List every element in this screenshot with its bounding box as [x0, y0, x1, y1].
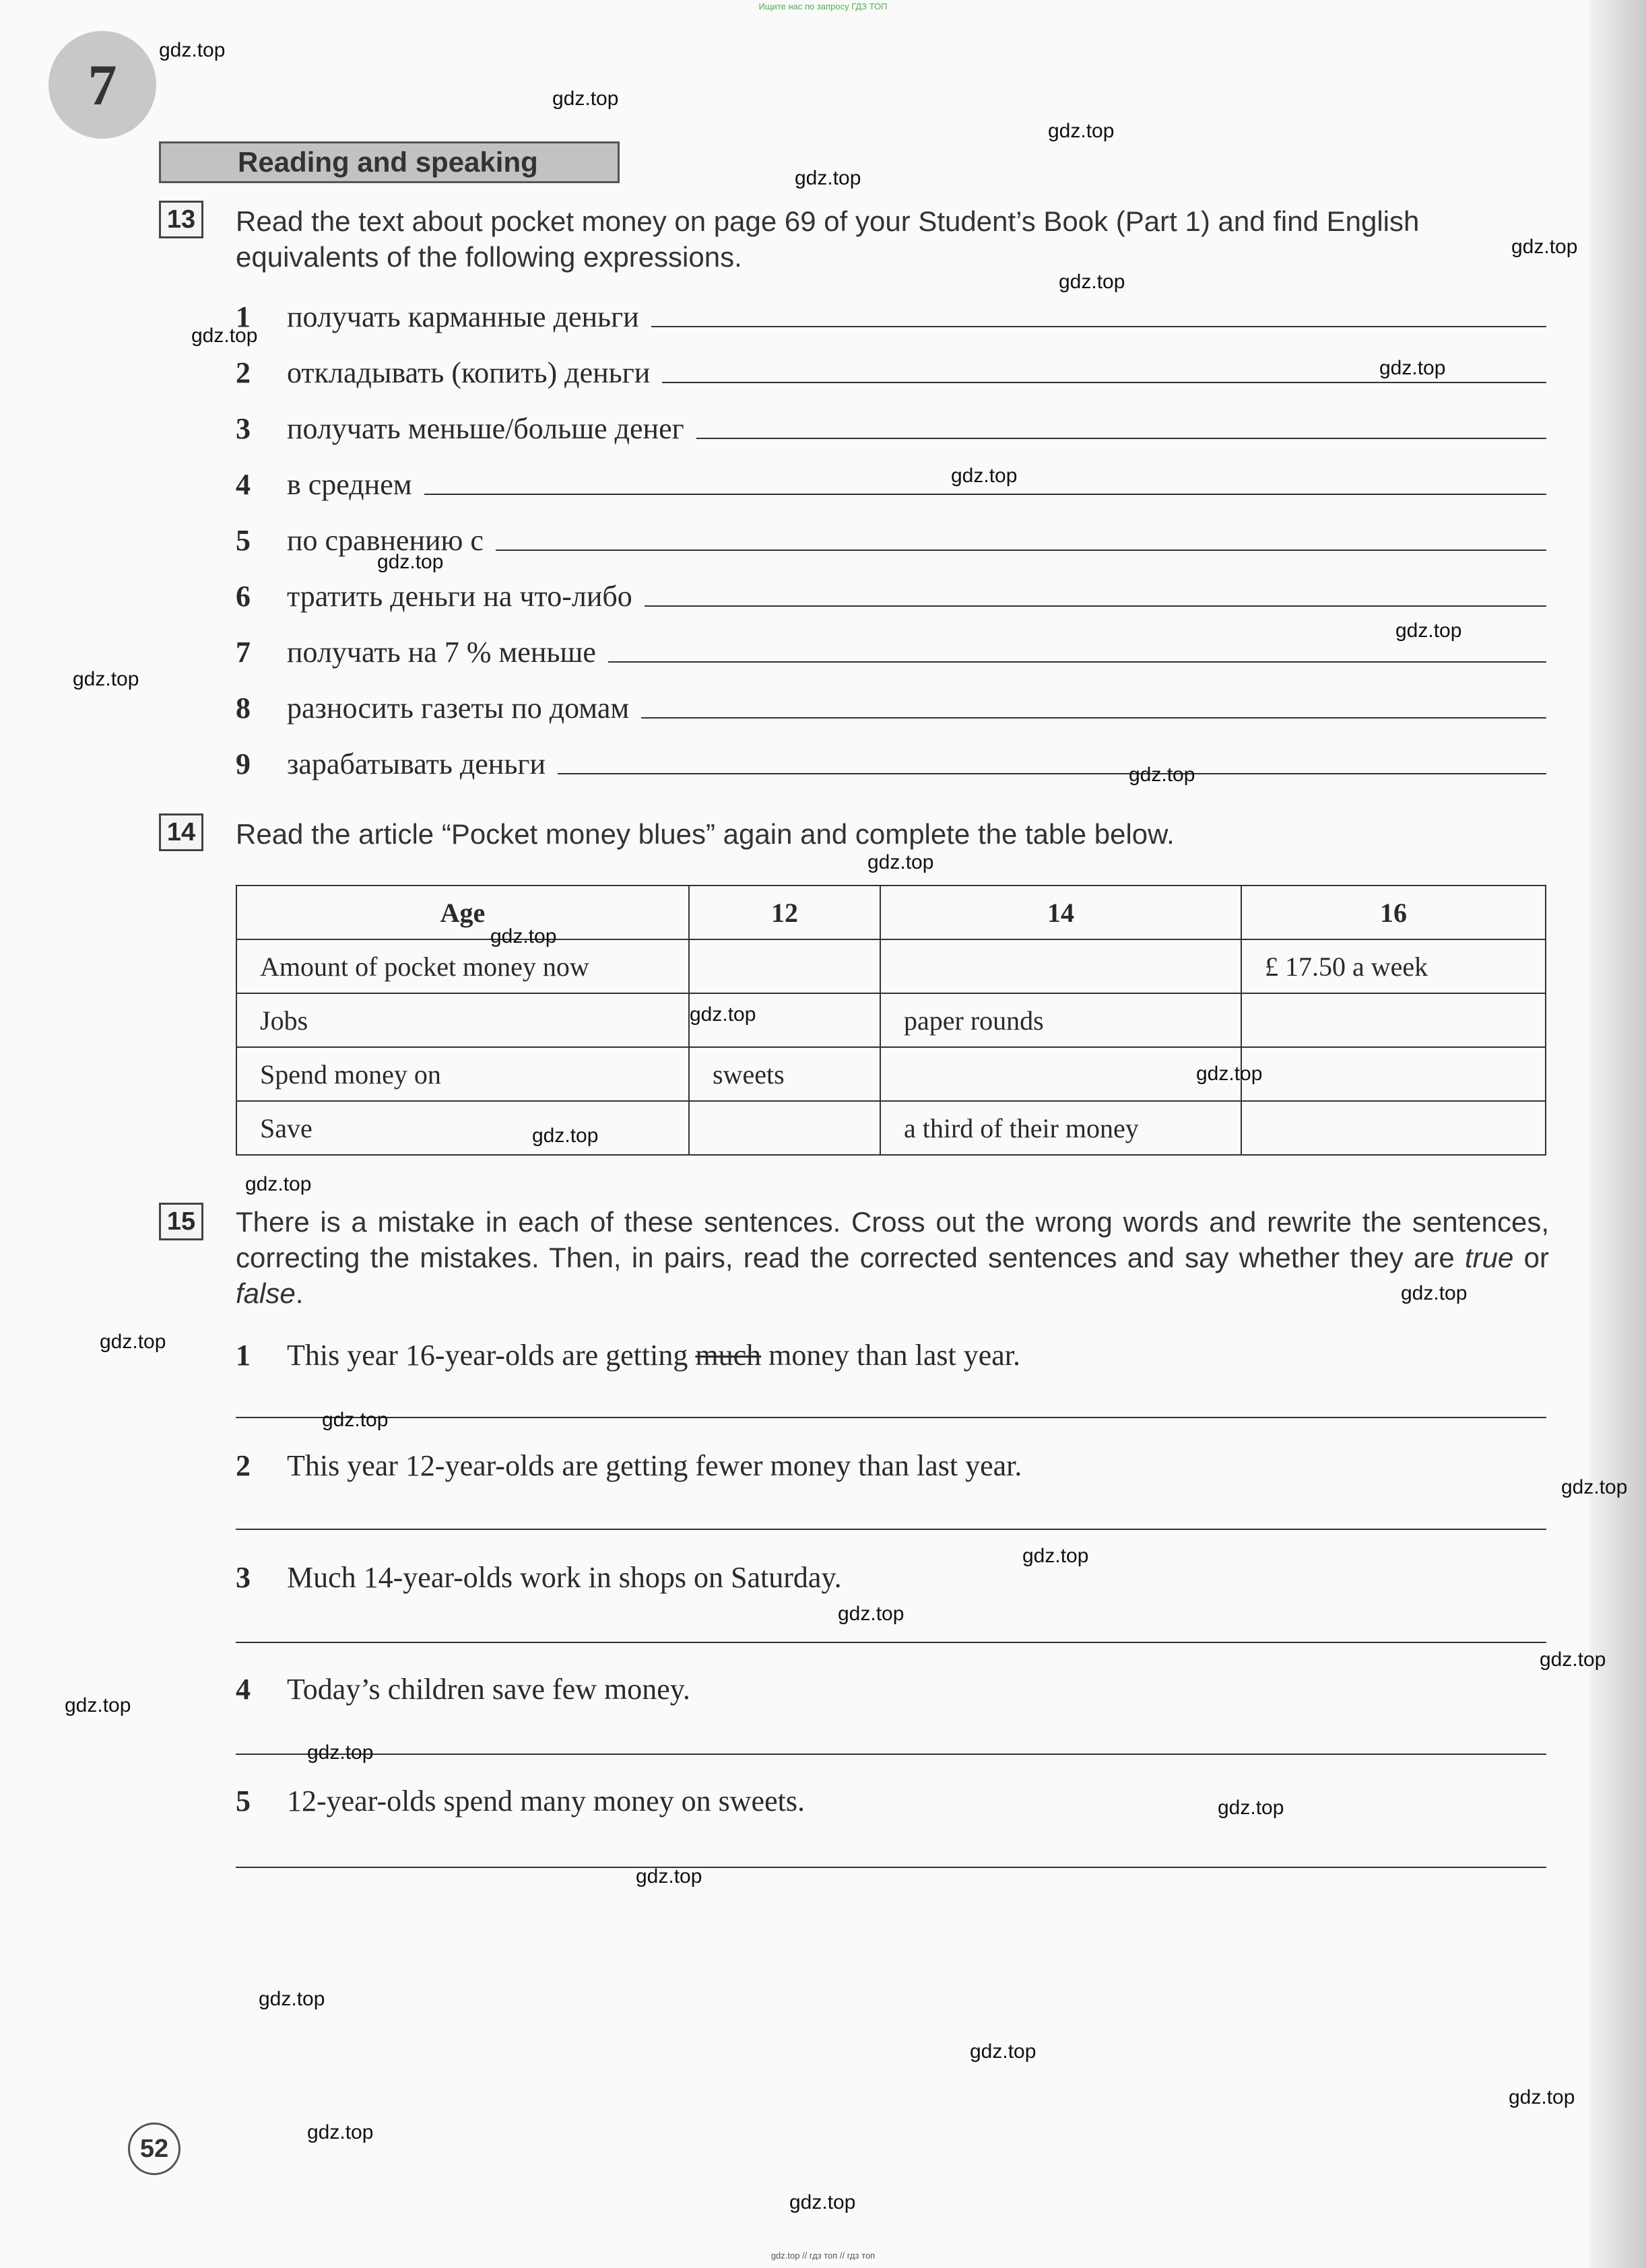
table-cell[interactable]: a third of their money — [880, 1101, 1241, 1155]
exercise-15-instruction — [236, 1204, 1549, 1311]
page-edge-shadow — [1589, 0, 1646, 2268]
answer-line[interactable] — [236, 1867, 1546, 1868]
answer-line[interactable] — [651, 326, 1546, 327]
table-cell[interactable] — [689, 939, 880, 993]
item-number: 5 — [236, 524, 251, 557]
table-row — [236, 939, 1546, 993]
page-number: 52 — [128, 2123, 180, 2175]
watermark: gdz.top — [259, 1988, 325, 2010]
table-cell[interactable] — [880, 939, 1241, 993]
list-item — [236, 343, 1546, 390]
item-text: в среднем — [287, 468, 412, 501]
sentence-part: This year 16-year-olds are getting — [287, 1339, 696, 1372]
sentence-number: 5 — [236, 1785, 251, 1817]
answer-line[interactable] — [424, 494, 1546, 495]
row-label: Spend money on — [236, 1047, 689, 1101]
table-row — [236, 1047, 1546, 1101]
watermark: gdz.top — [100, 1331, 166, 1353]
item-text: откладывать (копить) деньги — [287, 356, 651, 389]
watermark: gdz.top — [1540, 1648, 1606, 1671]
watermark: gdz.top — [1048, 120, 1115, 142]
watermark: gdz.top — [1509, 2086, 1575, 2108]
instruction-false: false — [236, 1277, 296, 1309]
answer-line[interactable] — [236, 1754, 1546, 1755]
answer-line[interactable] — [236, 1417, 1546, 1418]
item-text: тратить деньги на что-либо — [287, 580, 632, 613]
sentence-4 — [236, 1666, 1546, 1706]
item-text: получать карманные деньги — [287, 300, 639, 333]
bottom-banner: gdz.top // гдз топ // гдз топ — [770, 2250, 876, 2261]
watermark: gdz.top — [1379, 357, 1446, 379]
watermark: gdz.top — [191, 325, 258, 347]
watermark: gdz.top — [1395, 620, 1462, 642]
sentence-5 — [236, 1778, 1546, 1818]
table-row — [236, 1101, 1546, 1155]
list-item — [236, 734, 1546, 781]
item-text: зарабатывать деньги — [287, 747, 546, 780]
item-number: 6 — [236, 580, 251, 613]
sentence-number: 1 — [236, 1339, 251, 1372]
list-item — [236, 455, 1546, 502]
watermark: gdz.top — [1022, 1545, 1089, 1567]
watermark: gdz.top — [970, 2040, 1036, 2063]
watermark: gdz.top — [73, 668, 139, 690]
answer-line[interactable] — [608, 661, 1546, 663]
watermark: gdz.top — [838, 1603, 904, 1625]
crossed-out-word: much — [695, 1339, 762, 1372]
list-item — [236, 622, 1546, 669]
watermark: gdz.top — [789, 2191, 856, 2213]
column-header: 16 — [1241, 886, 1546, 939]
instruction-or: or — [1513, 1242, 1549, 1273]
watermark: gdz.top — [795, 167, 861, 189]
exercise-14-instruction: Read the article “Pocket money blues” again and complete the table below. — [236, 818, 1175, 850]
sentence-number: 2 — [236, 1449, 251, 1482]
exercise-13-number: 13 — [159, 201, 203, 238]
answer-line[interactable] — [641, 717, 1546, 719]
sentence-2 — [236, 1442, 1546, 1483]
watermark: gdz.top — [1059, 271, 1125, 293]
item-number: 8 — [236, 692, 251, 725]
pocket-money-table — [236, 885, 1546, 1156]
watermark: gdz.top — [532, 1125, 599, 1147]
exercise-15-number: 15 — [159, 1203, 203, 1240]
watermark: gdz.top — [490, 925, 557, 947]
item-number: 3 — [236, 412, 251, 445]
table-cell[interactable] — [1241, 1047, 1546, 1101]
sentence-text — [287, 1338, 1020, 1372]
sentence-part: money than last year. — [761, 1339, 1021, 1372]
table-cell[interactable]: £ 17.50 a week — [1241, 939, 1546, 993]
sentence-text: Today’s children save few money. — [287, 1673, 690, 1706]
row-label: Jobs — [236, 993, 689, 1047]
table-cell[interactable] — [1241, 993, 1546, 1047]
table-header-row — [236, 886, 1546, 939]
row-label: Amount of pocket money now — [236, 939, 689, 993]
sentence-text: This year 12-year-olds are getting fewer money than last year. — [287, 1449, 1022, 1482]
instruction-end: . — [295, 1277, 304, 1309]
exercise-14-number: 14 — [159, 813, 203, 851]
answer-line[interactable] — [496, 549, 1546, 551]
item-number: 1 — [236, 300, 251, 333]
watermark: gdz.top — [1561, 1476, 1628, 1498]
section-title: Reading and speaking — [159, 141, 620, 183]
item-number: 4 — [236, 468, 251, 501]
sentence-number: 4 — [236, 1673, 251, 1706]
column-header: Age — [236, 886, 689, 939]
answer-line[interactable] — [558, 773, 1546, 774]
answer-line[interactable] — [662, 382, 1546, 383]
list-item — [236, 399, 1546, 446]
sentence-3 — [236, 1554, 1546, 1595]
item-number: 2 — [236, 356, 251, 389]
watermark: gdz.top — [245, 1173, 312, 1195]
watermark: gdz.top — [159, 39, 226, 61]
watermark: gdz.top — [1511, 236, 1578, 258]
row-label: Save — [236, 1101, 689, 1155]
watermark: gdz.top — [1401, 1282, 1468, 1304]
sentence-number: 3 — [236, 1561, 251, 1594]
watermark: gdz.top — [636, 1865, 702, 1888]
column-header: 14 — [880, 886, 1241, 939]
table-cell[interactable] — [880, 1047, 1241, 1101]
watermark: gdz.top — [1196, 1063, 1263, 1085]
table-row — [236, 993, 1546, 1047]
unit-number: 7 — [48, 31, 156, 139]
item-text: по сравнению с — [287, 524, 484, 557]
exercise-13-instruction: Read the text about pocket money on page 69 of your Student’s Book (Part 1) and find English equivalents of the following expressions. — [236, 205, 1420, 273]
watermark: gdz.top — [1129, 764, 1195, 786]
table-cell[interactable] — [1241, 1101, 1546, 1155]
watermark: gdz.top — [307, 1741, 374, 1764]
answer-line[interactable] — [696, 438, 1546, 439]
top-banner: Ищите нас по запросу ГДЗ ТОП — [758, 1, 888, 11]
answer-line[interactable] — [645, 605, 1546, 607]
table-cell[interactable]: sweets — [689, 1047, 880, 1101]
watermark: gdz.top — [377, 551, 444, 573]
table-cell[interactable] — [689, 1101, 880, 1155]
watermark: gdz.top — [65, 1694, 131, 1716]
watermark: gdz.top — [951, 465, 1018, 487]
list-item — [236, 287, 1546, 334]
watermark: gdz.top — [1218, 1797, 1284, 1819]
answer-line[interactable] — [236, 1529, 1546, 1530]
sentence-text: Much 14-year-olds work in shops on Saturday. — [287, 1561, 842, 1594]
watermark: gdz.top — [307, 2121, 374, 2143]
list-item — [236, 678, 1546, 725]
watermark: gdz.top — [322, 1409, 389, 1431]
sentence-1 — [236, 1332, 1546, 1372]
sentence-text: 12-year-olds spend many money on sweets. — [287, 1785, 805, 1817]
watermark: gdz.top — [552, 88, 619, 110]
item-text: получать на 7 % меньше — [287, 636, 596, 669]
column-header: 12 — [689, 886, 880, 939]
answer-line[interactable] — [236, 1642, 1546, 1643]
item-number: 7 — [236, 636, 251, 669]
item-text: разносить газеты по домам — [287, 692, 630, 725]
watermark: gdz.top — [690, 1003, 756, 1026]
item-text: получать меньше/больше денег — [287, 412, 684, 445]
watermark: gdz.top — [867, 851, 934, 873]
table-cell[interactable]: paper rounds — [880, 993, 1241, 1047]
item-number: 9 — [236, 747, 251, 780]
instruction-true: true — [1465, 1242, 1514, 1273]
instruction-text: There is a mistake in each of these sentences. Cross out the wrong words and rewrite the sentences, correcting the mistakes. Then, in pairs, read the corrected sentences and say whether they are — [236, 1206, 1549, 1273]
